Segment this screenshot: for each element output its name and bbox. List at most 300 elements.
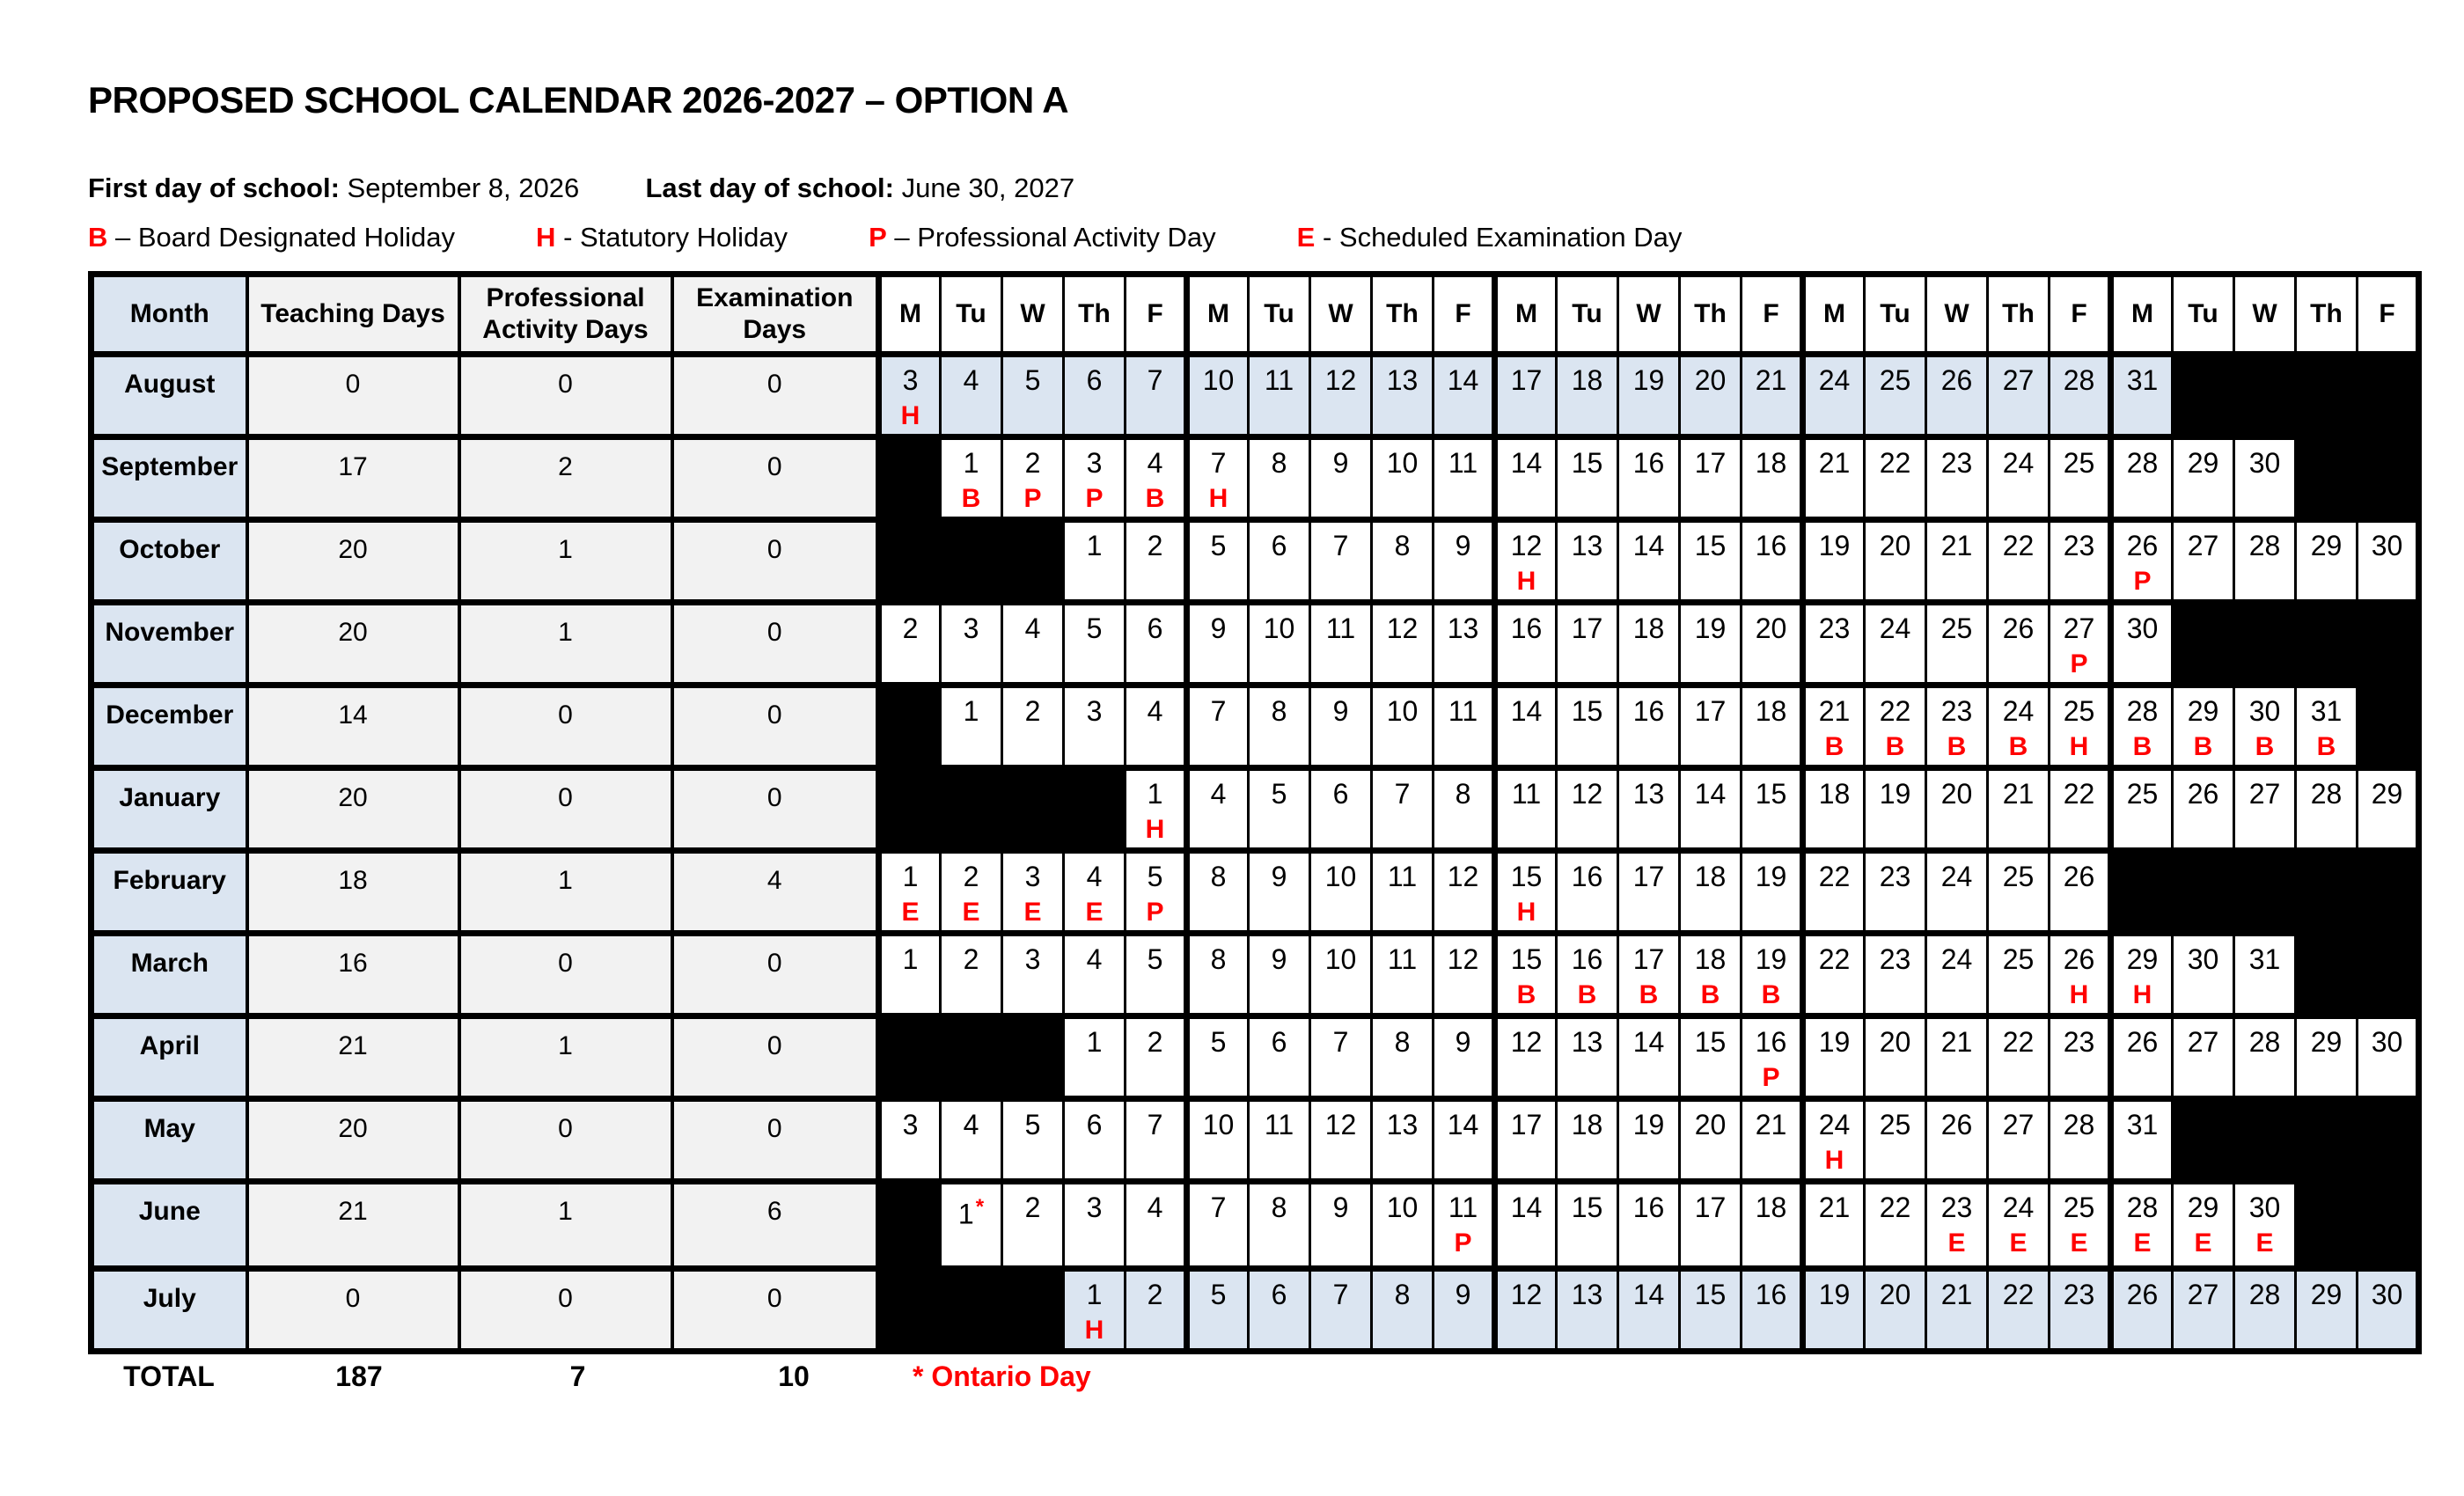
- day-cell: [2111, 437, 2173, 520]
- day-cell: [1680, 1268, 1742, 1351]
- day-mark: B: [2132, 732, 2152, 761]
- day-mark: [1250, 980, 1309, 1010]
- day-number: 11: [1448, 695, 1478, 727]
- day-cell: [941, 1182, 1002, 1269]
- day-number: 3: [1086, 1192, 1103, 1223]
- day-number: 5: [1271, 778, 1287, 810]
- day-number: 19: [1755, 943, 1787, 975]
- day-number: 19: [1818, 1278, 1851, 1310]
- day-cell: [1249, 603, 1310, 686]
- day-mark: [2235, 567, 2294, 597]
- header-day-m: M: [1187, 275, 1249, 355]
- day-mark: [2114, 401, 2171, 431]
- day-number: 13: [1632, 778, 1665, 810]
- day-mark: [1681, 1228, 1740, 1258]
- day-mark: [1434, 815, 1492, 845]
- day-mark: B: [1700, 980, 1720, 1009]
- day-mark: B: [1761, 980, 1781, 1009]
- day-cell: [1926, 851, 1988, 934]
- day-number: 23: [1879, 861, 1911, 892]
- day-number: 12: [1571, 778, 1603, 810]
- day-mark: [1927, 649, 1986, 679]
- day-cell: [1865, 934, 1926, 1016]
- day-mark: E: [1085, 898, 1104, 927]
- month-name-cell: August: [92, 355, 247, 437]
- empty-day-cell: [2296, 355, 2358, 437]
- day-number: 21: [1940, 1278, 1973, 1310]
- day-mark: [1619, 649, 1678, 679]
- day-number: 18: [1694, 943, 1727, 975]
- day-mark: B: [1824, 732, 1844, 761]
- day-number: 8: [1271, 1192, 1287, 1223]
- day-number: 12: [1510, 1026, 1543, 1058]
- day-cell: [1618, 686, 1680, 768]
- day-number: 13: [1571, 530, 1603, 561]
- teaching-days-cell: 21: [247, 1182, 459, 1269]
- day-cell: [1865, 686, 1926, 768]
- day-mark: H: [1145, 815, 1165, 844]
- day-cell: [1680, 1016, 1742, 1099]
- examination-days-cell: 0: [672, 437, 879, 520]
- day-number: 4: [1147, 447, 1163, 479]
- school-dates-line: [88, 172, 1074, 204]
- day-cell: [941, 603, 1002, 686]
- day-cell: [2173, 934, 2234, 1016]
- day-cell: [1865, 1182, 1926, 1269]
- day-number: 25: [2063, 695, 2095, 727]
- teaching-days-cell: 17: [247, 437, 459, 520]
- day-mark: [1866, 401, 1925, 431]
- day-cell: [879, 603, 941, 686]
- day-mark: [2050, 1063, 2108, 1093]
- day-mark: [1190, 980, 1247, 1010]
- day-mark: P: [1146, 898, 1164, 927]
- day-mark: [1250, 567, 1309, 597]
- header-day-tu: Tu: [1557, 275, 1618, 355]
- ontario-day-footnote: * Ontario Day: [913, 1360, 1091, 1392]
- month-name-cell: February: [92, 851, 247, 934]
- day-number: 20: [1694, 364, 1727, 396]
- day-number: 23: [1940, 1192, 1973, 1223]
- day-mark: [1558, 1316, 1617, 1346]
- day-number: 13: [1386, 364, 1419, 396]
- day-number: 4: [1147, 1192, 1163, 1223]
- day-number: 18: [1818, 778, 1851, 810]
- month-name-cell: June: [92, 1182, 247, 1269]
- day-mark: [2050, 1316, 2108, 1346]
- day-mark: [2235, 1063, 2294, 1093]
- day-mark: [2297, 1063, 2356, 1093]
- day-cell: [1372, 1016, 1434, 1099]
- day-cell: [1618, 1182, 1680, 1269]
- day-mark: [942, 980, 1001, 1010]
- day-mark: [1434, 484, 1492, 514]
- day-cell: [1249, 1016, 1310, 1099]
- examination-days-cell: 0: [672, 355, 879, 437]
- day-cell: [1002, 603, 1064, 686]
- month-row-june: [92, 1182, 2419, 1269]
- day-mark: [1681, 649, 1740, 679]
- day-number: 25: [2063, 1192, 2095, 1223]
- day-cell: [1557, 1268, 1618, 1351]
- day-mark: [1311, 1316, 1370, 1346]
- day-number: 2: [1024, 695, 1041, 727]
- day-mark: [1558, 1063, 1617, 1093]
- day-number: 1: [902, 861, 919, 892]
- day-cell: [1557, 686, 1618, 768]
- day-number: 14: [1510, 1192, 1543, 1223]
- day-mark: [1927, 401, 1986, 431]
- day-cell: [1249, 1268, 1310, 1351]
- calendar-body: [92, 355, 2419, 1352]
- day-number: 16: [1632, 695, 1665, 727]
- day-mark: [1681, 898, 1740, 928]
- day-number: 21: [1818, 695, 1851, 727]
- day-cell: [1803, 1268, 1865, 1351]
- day-number: 4: [1210, 778, 1227, 810]
- day-number: 15: [1571, 695, 1603, 727]
- day-mark: P: [1762, 1063, 1780, 1092]
- day-cell: [1002, 355, 1064, 437]
- header-day-w: W: [1618, 275, 1680, 355]
- day-number: 23: [2063, 1278, 2095, 1310]
- day-number: 12: [1510, 1278, 1543, 1310]
- month-row-february: [92, 851, 2419, 934]
- day-number: 14: [1694, 778, 1727, 810]
- day-number: 29: [2126, 943, 2159, 975]
- day-number: 15: [1694, 1026, 1727, 1058]
- day-number: 15: [1571, 447, 1603, 479]
- day-cell: [2234, 1016, 2296, 1099]
- day-number: 12: [1447, 943, 1479, 975]
- total-teaching-days: 187: [335, 1360, 383, 1392]
- day-cell: [1002, 1099, 1064, 1182]
- day-cell: [2173, 1268, 2234, 1351]
- day-cell: [1742, 437, 1803, 520]
- day-number: 1: [1086, 530, 1103, 561]
- month-row-april: [92, 1016, 2419, 1099]
- day-cell: [2296, 520, 2358, 603]
- day-cell: [1434, 355, 1495, 437]
- day-mark: E: [2194, 1228, 2212, 1258]
- day-mark: [1989, 484, 2048, 514]
- day-mark: P: [1085, 484, 1104, 513]
- day-mark: B: [1516, 980, 1536, 1009]
- day-cell: [1557, 934, 1618, 1016]
- examination-days-cell: 0: [672, 1268, 879, 1351]
- empty-day-cell: [2296, 1099, 2358, 1182]
- day-number: 29: [2310, 530, 2343, 561]
- day-cell: [1310, 1182, 1372, 1269]
- header-day-th: Th: [1064, 275, 1126, 355]
- day-number: 22: [1879, 695, 1911, 727]
- day-cell: [1187, 686, 1249, 768]
- day-mark: [1498, 1063, 1555, 1093]
- day-mark: H: [1516, 567, 1536, 596]
- day-mark: [2358, 815, 2416, 845]
- day-mark: [1190, 1063, 1247, 1093]
- day-mark: [1806, 484, 1863, 514]
- empty-day-cell: [2296, 851, 2358, 934]
- day-cell: [1249, 437, 1310, 520]
- day-number: 10: [1324, 943, 1357, 975]
- day-mark: B: [1947, 732, 1967, 761]
- day-mark: E: [2255, 1228, 2274, 1258]
- day-cell: [1865, 1268, 1926, 1351]
- day-number: 9: [1271, 943, 1287, 975]
- examination-days-cell: 0: [672, 768, 879, 851]
- day-number: 16: [1571, 861, 1603, 892]
- day-mark: [1311, 1063, 1370, 1093]
- day-cell: [2234, 768, 2296, 851]
- day-cell: [1618, 355, 1680, 437]
- day-number: 28: [2248, 1026, 2281, 1058]
- empty-day-cell: [2173, 603, 2234, 686]
- day-mark: [1190, 567, 1247, 597]
- day-mark: [1250, 732, 1309, 762]
- day-number: 13: [1447, 612, 1479, 644]
- header-day-th: Th: [1680, 275, 1742, 355]
- empty-day-cell: [1002, 768, 1064, 851]
- day-number: 25: [1940, 612, 1973, 644]
- day-mark: [1311, 980, 1370, 1010]
- day-mark: [1989, 1063, 2048, 1093]
- day-mark: [1250, 1146, 1309, 1176]
- day-number: 17: [1694, 1192, 1727, 1223]
- day-mark: [1373, 484, 1432, 514]
- day-number: 11: [1387, 861, 1418, 892]
- professional-activity-days-cell: 0: [459, 934, 672, 1016]
- day-number: 31: [2126, 364, 2159, 396]
- day-number: 15: [1510, 861, 1543, 892]
- day-mark: [2114, 484, 2171, 514]
- day-number: 24: [1940, 861, 1973, 892]
- examination-days-cell: 0: [672, 934, 879, 1016]
- day-cell: [1618, 437, 1680, 520]
- day-mark: [1250, 898, 1309, 928]
- day-cell: [1187, 520, 1249, 603]
- day-cell: [1680, 1099, 1742, 1182]
- day-mark: [2297, 1316, 2356, 1346]
- day-mark: [2114, 815, 2171, 845]
- day-number: 5: [1210, 1278, 1227, 1310]
- day-mark: H: [1208, 484, 1228, 513]
- day-mark: [1866, 1063, 1925, 1093]
- day-mark: [1742, 898, 1800, 928]
- day-number: 20: [1879, 530, 1911, 561]
- day-cell: [1434, 603, 1495, 686]
- day-number: 1: [963, 447, 979, 479]
- day-number: 21: [1818, 1192, 1851, 1223]
- day-mark: [942, 1236, 1001, 1265]
- day-number: 18: [1571, 1109, 1603, 1140]
- day-number: 22: [2002, 1026, 2035, 1058]
- day-number: 1: [902, 943, 919, 975]
- day-mark: [1927, 1316, 1986, 1346]
- day-number: 28: [2248, 530, 2281, 561]
- day-mark: [2358, 1316, 2416, 1346]
- professional-activity-days-cell: 1: [459, 603, 672, 686]
- day-number: 7: [1332, 1026, 1349, 1058]
- day-number: 7: [1394, 778, 1411, 810]
- day-cell: [1187, 437, 1249, 520]
- first-day-value: September 8, 2026: [347, 172, 580, 203]
- day-cell: [1557, 437, 1618, 520]
- day-cell: [1742, 520, 1803, 603]
- day-cell: [1064, 934, 1126, 1016]
- day-cell: [1988, 437, 2050, 520]
- day-number: 5: [1210, 530, 1227, 561]
- empty-day-cell: [2296, 603, 2358, 686]
- day-number: 11: [1448, 1192, 1478, 1223]
- day-mark: [1190, 732, 1247, 762]
- day-mark: [1989, 649, 2048, 679]
- day-cell: [1064, 520, 1126, 603]
- day-mark: [1373, 815, 1432, 845]
- day-mark: [1126, 732, 1184, 762]
- day-mark: [1498, 1228, 1555, 1258]
- header-day-f: F: [1742, 275, 1803, 355]
- day-cell: [1434, 934, 1495, 1016]
- day-cell: [1680, 355, 1742, 437]
- day-number: 26: [2063, 861, 2095, 892]
- day-number: 26: [2126, 1278, 2159, 1310]
- last-day-label: Last day of school:: [645, 172, 894, 203]
- header-day-th: Th: [2296, 275, 2358, 355]
- teaching-days-cell: 18: [247, 851, 459, 934]
- day-number: 10: [1263, 612, 1295, 644]
- header-day-f: F: [2050, 275, 2111, 355]
- legend-item-board-holiday: [88, 222, 455, 253]
- day-cell: [1618, 934, 1680, 1016]
- day-number: 10: [1202, 364, 1235, 396]
- month-name-cell: November: [92, 603, 247, 686]
- day-cell: [1495, 603, 1557, 686]
- day-cell: [2173, 1016, 2234, 1099]
- day-mark: [1989, 567, 2048, 597]
- day-mark: P: [2070, 649, 2088, 678]
- day-cell: [1742, 603, 1803, 686]
- day-mark: [1806, 567, 1863, 597]
- page-title: PROPOSED SCHOOL CALENDAR 2026-2027 – OPTION A: [88, 79, 1069, 121]
- day-mark: [1373, 649, 1432, 679]
- professional-activity-days-cell: 1: [459, 851, 672, 934]
- day-cell: [1372, 437, 1434, 520]
- day-cell: [1926, 1099, 1988, 1182]
- day-cell: [1865, 851, 1926, 934]
- day-cell: [1249, 520, 1310, 603]
- day-cell: [1249, 768, 1310, 851]
- day-number: 23: [1940, 695, 1973, 727]
- legend: [88, 222, 1682, 253]
- day-number: 11: [1511, 778, 1542, 810]
- day-number: 26: [1940, 364, 1973, 396]
- day-mark: [1619, 567, 1678, 597]
- day-number: 30: [2248, 1192, 2281, 1223]
- header-day-tu: Tu: [941, 275, 1002, 355]
- day-cell: [1926, 1016, 1988, 1099]
- day-cell: [2050, 1182, 2111, 1269]
- teaching-days-cell: 20: [247, 1099, 459, 1182]
- day-cell: [1495, 1099, 1557, 1182]
- day-number: 17: [1632, 943, 1665, 975]
- empty-day-cell: [2358, 686, 2419, 768]
- day-mark: [1065, 1063, 1124, 1093]
- day-mark: [1190, 649, 1247, 679]
- day-number: 28: [2126, 447, 2159, 479]
- teaching-days-cell: 16: [247, 934, 459, 1016]
- day-number: 19: [1879, 778, 1911, 810]
- day-mark: [1190, 898, 1247, 928]
- professional-activity-days-cell: 0: [459, 768, 672, 851]
- total-professional-activity-days: 7: [569, 1360, 586, 1392]
- teaching-days-cell: 0: [247, 355, 459, 437]
- day-cell: [1002, 1182, 1064, 1269]
- day-mark: [1373, 1316, 1432, 1346]
- day-mark: [1373, 898, 1432, 928]
- day-cell: [1187, 1182, 1249, 1269]
- day-mark: E: [1023, 898, 1042, 927]
- examination-days-cell: 0: [672, 520, 879, 603]
- day-mark: [1311, 649, 1370, 679]
- day-cell: [1126, 768, 1187, 851]
- day-cell: [2050, 686, 2111, 768]
- professional-activity-days-cell: 0: [459, 1268, 672, 1351]
- ontario-day-asterisk: *: [975, 1195, 985, 1219]
- day-mark: H: [1824, 1146, 1844, 1175]
- day-cell: [1680, 768, 1742, 851]
- month-name-cell: July: [92, 1268, 247, 1351]
- day-number: 14: [1447, 364, 1479, 396]
- teaching-days-cell: 14: [247, 686, 459, 768]
- day-cell: [1557, 768, 1618, 851]
- day-cell: [1126, 851, 1187, 934]
- day-cell: [1988, 603, 2050, 686]
- month-row-september: [92, 437, 2419, 520]
- day-number: 17: [1694, 695, 1727, 727]
- empty-day-cell: [2234, 355, 2296, 437]
- teaching-days-cell: 0: [247, 1268, 459, 1351]
- day-number: 30: [2248, 447, 2281, 479]
- day-number: 9: [1332, 695, 1349, 727]
- day-number: 14: [1632, 1026, 1665, 1058]
- day-mark: [1498, 649, 1555, 679]
- day-mark: [1311, 898, 1370, 928]
- day-cell: [1187, 1016, 1249, 1099]
- day-mark: [1806, 980, 1863, 1010]
- day-cell: [1557, 355, 1618, 437]
- day-cell: [1187, 768, 1249, 851]
- day-cell: [1310, 686, 1372, 768]
- day-number: 12: [1510, 530, 1543, 561]
- day-number: 3: [1086, 447, 1103, 479]
- day-number: 6: [1271, 530, 1287, 561]
- day-mark: [1619, 1146, 1678, 1176]
- header-day-w: W: [1926, 275, 1988, 355]
- day-cell: [941, 851, 1002, 934]
- legend-text-p: – Professional Activity Day: [894, 222, 1216, 253]
- day-cell: [1803, 1099, 1865, 1182]
- day-mark: [1989, 898, 2048, 928]
- day-mark: [1619, 401, 1678, 431]
- day-number: 6: [1086, 1109, 1103, 1140]
- day-number: 25: [1879, 364, 1911, 396]
- day-number: 1: [963, 695, 979, 727]
- day-number: 26: [2187, 778, 2219, 810]
- day-mark: [1498, 815, 1555, 845]
- day-cell: [1064, 437, 1126, 520]
- day-number: 23: [2063, 1026, 2095, 1058]
